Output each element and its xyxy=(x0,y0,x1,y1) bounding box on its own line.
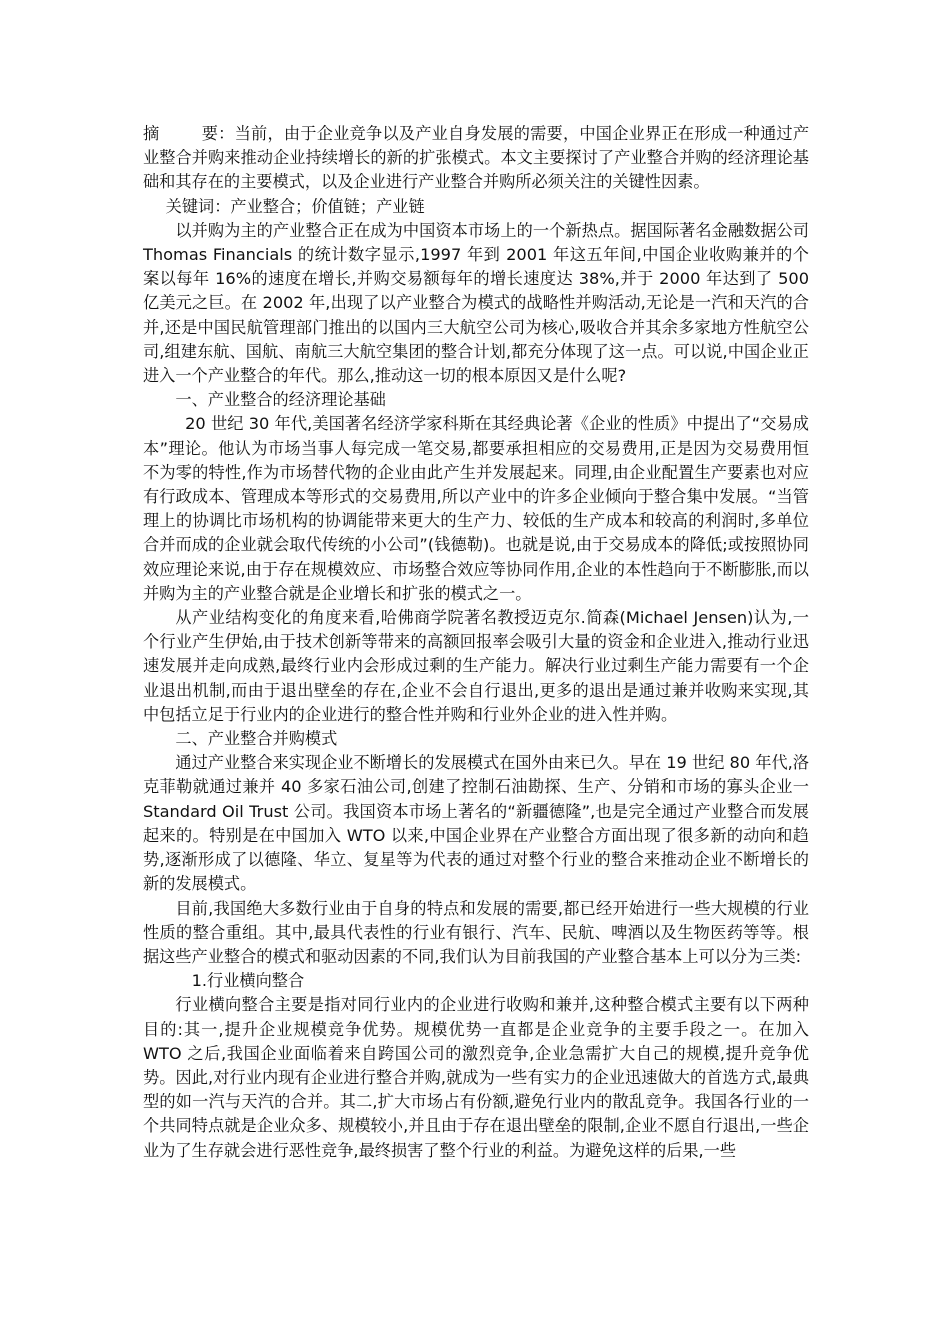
subsection-heading-1: 1.行业横向整合 xyxy=(191,971,305,991)
paragraph-domestic-industries: 目前,我国绝大多数行业由于自身的特点和发展的需要,都已经开始进行一些大规模的行业性质的整合重组。其中,最具代表性的行业有银行、汽车、民航、啤酒以及生物医药等等。根据这些产业整合的模式和驱动因素的不同,我们认为目前我国的产业整合基本上可以分为三类: xyxy=(143,898,809,966)
abstract-label-1: 摘 xyxy=(143,124,160,143)
paragraph-horizontal-integration: 行业横向整合主要是指对同行业内的企业进行收购和兼并,这种整合模式主要有以下两种目的:其一,提升企业规模竞争优势。规模优势一直都是企业竞争的主要手段之一。在加入 WTO 之后,我国企业面临着来自跨国公司的激烈竞争,企业急需扩大自己的规模,提升竞争优势。因此,对行业内现有企业进行整合并购,就成为一些有实力的企业迅速做大的首选方式,最典型的如一汽与天汽的合并。其二,扩大市场占有份额,避免行业内的散乱竞争。我国各行业的一个共同特点就是企业众多、规模较小,并且由于存在退出壁垒的限制,企业不愿自行退出,一些企业为了生存就会进行恶性竞争,最终损害了整个行业的利益。为避免这样的后果,一些 xyxy=(143,995,809,1160)
document-page xyxy=(143,122,809,1163)
paragraph-intro: 以并购为主的产业整合正在成为中国资本市场上的一个新热点。据国际著名金融数据公司 Thomas Financials 的统计数字显示,1997 年到 2001 年这五年间,中国企业收购兼并的个案以每年 16%的速度在增长,并购交易额每年的增长速度达 38%,并于 2000 年达到了 500 亿美元之巨。在 2002 年,出现了以产业整合为模式的战略性并购活动,无论是一汽和天汽的合并,还是中国民航管理部门推出的以国内三大航空公司为核心,吸收合并其余多家地方性航空公司,组建东航、国航、南航三大航空集团的整合计划,都充分体现了这一点。可以说,中国企业正进入一个产业整合的年代。那么,推动这一切的根本原因又是什么呢? xyxy=(143,220,809,386)
paragraph-foreign-models: 通过产业整合来实现企业不断增长的发展模式在国外由来已久。早在 19 世纪 80 年代,洛克菲勒就通过兼并 40 多家石油公司,创建了控制石油勘探、生产、分销和市场的寡头企业一 Standard Oil Trust 公司。我国资本市场上著名的“新疆德隆”,也是完全通过产业整合而发展起来的。特别是在中国加入 WTO 以来,中国企业界在产业整合方面出现了很多新的动向和趋势,逐渐形成了以德隆、华立、复星等为代表的通过对整个行业的整合来推动企业不断增长的新的发展模式。 xyxy=(143,753,809,894)
paragraph-industry-structure: 从产业结构变化的角度来看,哈佛商学院著名教授迈克尔.简森(Michael Jensen)认为,一个行业产生伊始,由于技术创新等带来的高额回报率会吸引大量的资金和企业进入,推动行业迅速发展并走向成熟,最终行业内会形成过剩的生产能力。解决行业过剩生产能力需要有一个企业退出机制,而由于退出壁垒的存在,企业不会自行退出,更多的退出是通过兼并收购来实现,其中包括立足于行业内的企业进行的整合性并购和行业外企业的进入性并购。 xyxy=(143,608,809,724)
abstract-text: 当前，由于企业竞争以及产业自身发展的需要，中国企业界正在形成一种通过产业整合并购来推动企业持续增长的新的扩张模式。本文主要探讨了产业整合并购的经济理论基础和其存在的主要模式，以及企业进行产业整合并购所必须关注的关键性因素。 xyxy=(143,124,810,192)
section-heading-1: 一、产业整合的经济理论基础 xyxy=(175,390,386,410)
abstract xyxy=(143,122,809,195)
abstract-label-2: 要： xyxy=(201,124,235,143)
section-heading-2: 二、产业整合并购模式 xyxy=(175,729,338,749)
paragraph-transaction-cost: 20 世纪 30 年代,美国著名经济学家科斯在其经典论著《企业的性质》中提出了“交易成本”理论。他认为市场当事人每完成一笔交易,都要承担相应的交易费用,正是因为交易费用恒不为零的特性,作为市场替代物的企业由此产生并发展起来。同理,由企业配置生产要素也对应有行政成本、管理成本等形式的交易费用,所以产业中的许多企业倾向于整合集中发展。“当管理上的协调比市场机构的协调能带来更大的生产力、较低的生产成本和较高的利润时,多单位合并而成的企业就会取代传统的小公司”(钱德勒)。也就是说,由于交易成本的降低;或按照协同效应理论来说,由于存在规模效应、市场整合效应等协同作用,企业的本性趋向于不断膨胀,而以并购为主的产业整合就是企业增长和扩张的模式之一。 xyxy=(143,414,809,603)
keywords: 关键词：产业整合；价值链；产业链 xyxy=(165,196,425,216)
